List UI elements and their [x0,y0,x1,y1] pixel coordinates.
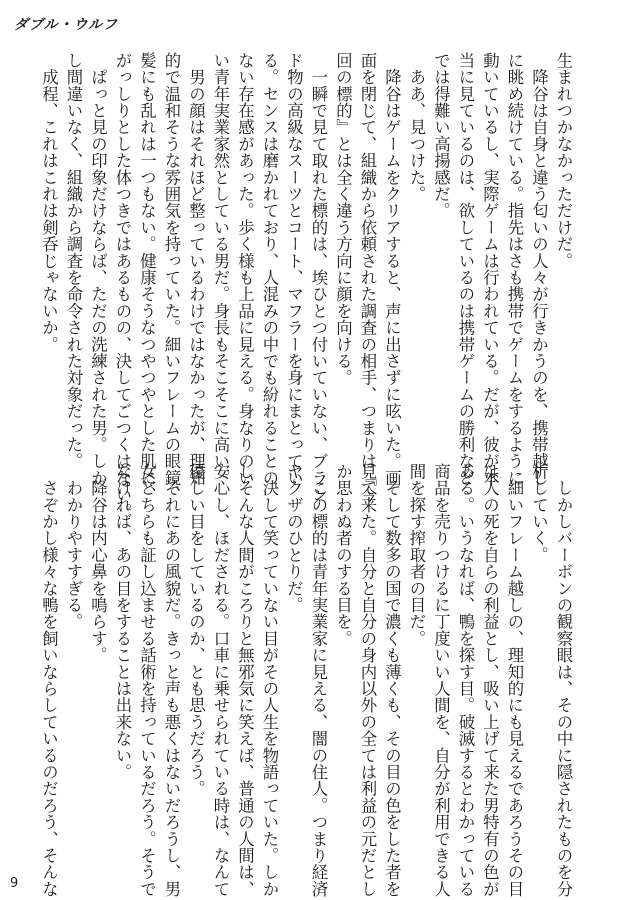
text-line: 動いているし、実際ゲームは行われている。だが、彼が本 [480,52,500,487]
text-line: 一瞬で見て取れた標的は、埃ひとつ付いていない、ブラン [309,52,328,503]
text-line: 商品を売りつけるに丁度いい人間を、自分が利用できる人 [431,463,451,898]
text-line: 的で温和そうな雰囲気を持っていた。細いフレームの眼鏡、 [162,52,181,503]
text-line: ない存在感があった。歩く様も上品に見える。身なりのい [235,52,255,487]
text-line: そして数多の国で濃くも薄くも、その目の色をした者を [382,463,402,898]
running-header: ダブル・ウルフ [14,17,119,33]
text-line: 降谷は自身と違う匂いの人々が行きかうのを、携帯越し [529,52,549,487]
text-line: 男の顔はそれほど整っているわけではなかったが、理知 [186,52,206,487]
text-line: 面を閉じて、組織から依頼された調査の相手、つまりは『今 [358,52,377,503]
text-line: ヤクザのひとりだ。 [284,463,304,614]
text-line: それにあの風貌だ。きっと声も悪くはないだろうし、男 [162,463,181,898]
text-line: 決して笑っていない目がその人生を物語っていた。しか [260,463,279,898]
text-line: 細いフレーム越しの、理知的にも見えるであろうその目 [505,463,524,898]
text-line: 回の標的』とは全く違う方向に顔を向ける。 [333,52,353,386]
text-line: 降谷はゲームをクリアすると、声に出さずに呟いた。画 [382,52,402,487]
text-line: 髪にも乱れは一つもない。健康そうなつやつやとした肌に、 [137,52,157,503]
text-line: 析していく。 [529,463,549,564]
text-line: わかりやすすぎる。 [64,463,83,630]
text-line: ド物の高級なスーツとコート、マフラーを身にまとってい [284,52,304,487]
text-line: この標的は青年実業家に見える、闇の住人。つまり経済 [309,463,328,898]
text-line: か思わぬ者のする目を。 [333,463,353,647]
text-line: なければ、あの目をすることは出来ない。 [113,463,132,781]
text-line: しそんな人間がころりと無邪気に笑えば、普通の人間は、 [235,463,255,898]
text-line: 優しい目をしているのか、とも思うだろう。 [186,463,206,797]
text-line: ああ、見つけた。 [407,52,426,203]
text-line: 安心し、ほだされる。口車に乗せられている時は、なんて [211,463,230,898]
text-line: 降谷は内心鼻を鳴らす。 [88,463,108,664]
text-line: ぱっと見の印象だけならば、ただの洗練された男。しか [88,52,108,487]
text-line: は人の死を自らの利益とし、吸い上げて来た男特有の色が [480,463,500,898]
text-line: さぞかし様々な鴨を飼いならしているのだろう、そんな [39,463,59,898]
text-line: がっしりとした体つきではあるものの、決してごつくはない。 [113,52,132,520]
text-line: る。センスは磨かれており、人混みの中でも紛れることの [260,52,279,487]
text-line: 生まれつかなかっただけだ。 [554,52,573,270]
page-number: 9 [10,876,19,891]
text-line: では得難い高揚感だ。 [431,52,451,219]
text-line: し間違いなく、組織から調査を命令された対象だった。 [64,52,83,470]
text-line: 見て来た。自分と自分の身内以外の全ては利益の元だとし [358,463,377,898]
bottom-text-block [36,463,575,898]
text-line: 成程、これはこれは剣呑じゃないか。 [39,52,59,353]
text-line: に眺め続けている。指先はさも携帯でゲームをするように [505,52,524,487]
text-line: い青年実業家然としている男だ。身長もそこそこに高い。 [211,52,230,487]
text-line: しかしバーボンの観察眼は、その中に隠されたものを分 [554,463,573,898]
text-line: 女どちらも証し込ませる話術を持っているだろう。そうで [137,463,157,898]
text-line: 間を探す搾取者の目だ。 [407,463,426,647]
text-line: 当に見ているのは、欲しているのは携帯ゲームの勝利など [456,52,475,487]
text-line: ある。いうなれば、鴨を探す目。破滅するとわかっている [456,463,475,898]
